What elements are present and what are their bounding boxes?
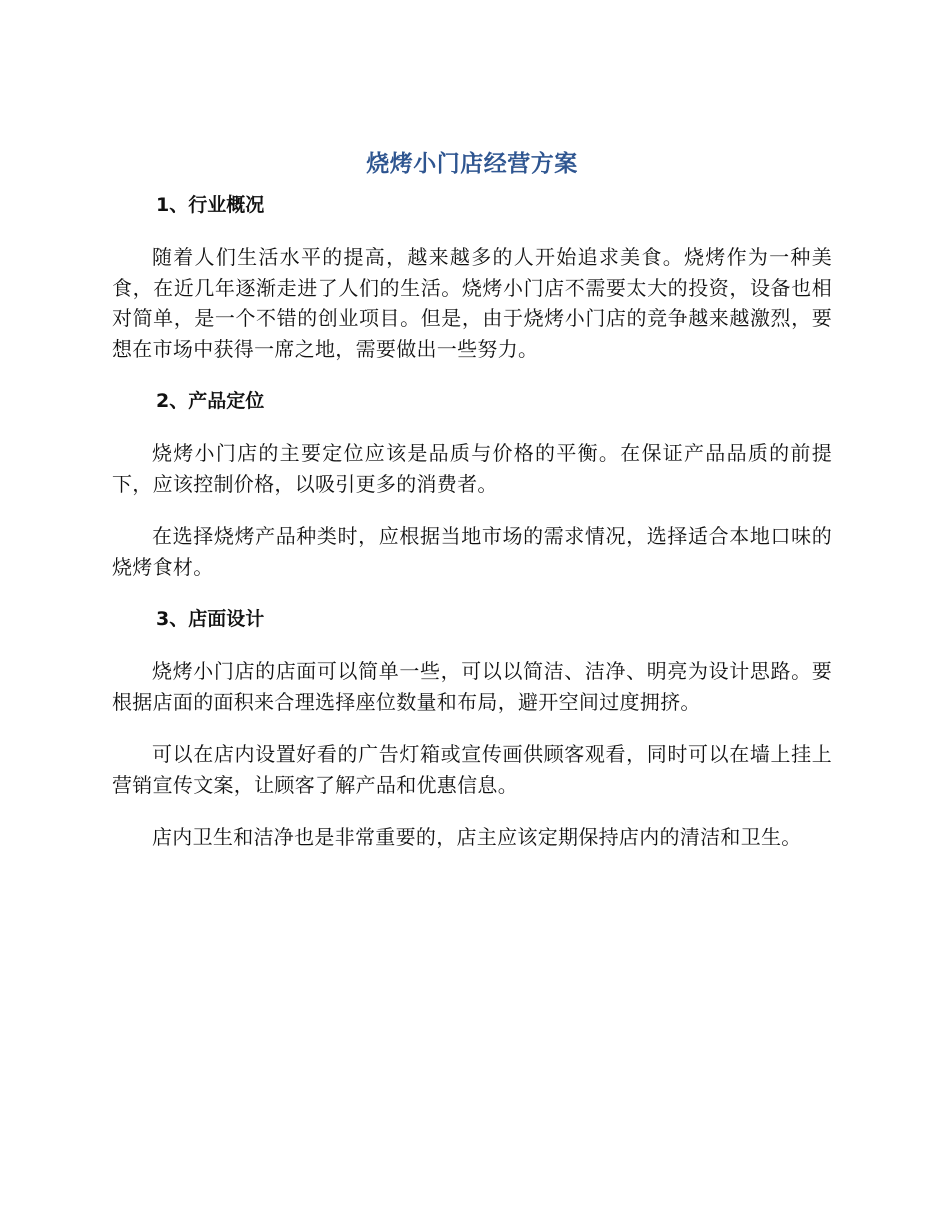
paragraph: 烧烤小门店的主要定位应该是品质与价格的平衡。在保证产品品质的前提下，应该控制价格，以吸引更多的消费者。 [112,441,832,496]
paragraph: 店内卫生和洁净也是非常重要的，店主应该定期保持店内的清洁和卫生。 [152,825,802,849]
section-heading: 1、行业概况 [156,194,265,216]
section-product-positioning [112,386,832,604]
section-heading: 3、店面设计 [156,608,265,630]
paragraph: 烧烤小门店的店面可以简单一些，可以以简洁、洁净、明亮为设计思路。要根据店面的面积来合理选择座位数量和布局，避开空间过度拥挤。 [112,659,832,714]
paragraph: 随着人们生活水平的提高，越来越多的人开始追求美食。烧烤作为一种美食，在近几年逐渐走进了人们的生活。烧烤小门店不需要太大的投资，设备也相对简单，是一个不错的创业项目。但是，由于烧烤小门店的竞争越来越激烈，要想在市场中获得一席之地，需要做出一些努力。 [112,245,832,361]
section-industry-overview [112,190,832,386]
document-title: 烧烤小门店经营方案 [366,151,578,177]
paragraph: 在选择烧烤产品种类时，应根据当地市场的需求情况，选择适合本地口味的烧烤食材。 [112,524,832,579]
section-store-design [112,604,832,853]
section-heading: 2、产品定位 [156,390,265,412]
paragraph: 可以在店内设置好看的广告灯箱或宣传画供顾客观看，同时可以在墙上挂上营销宣传文案，让顾客了解产品和优惠信息。 [112,742,832,797]
